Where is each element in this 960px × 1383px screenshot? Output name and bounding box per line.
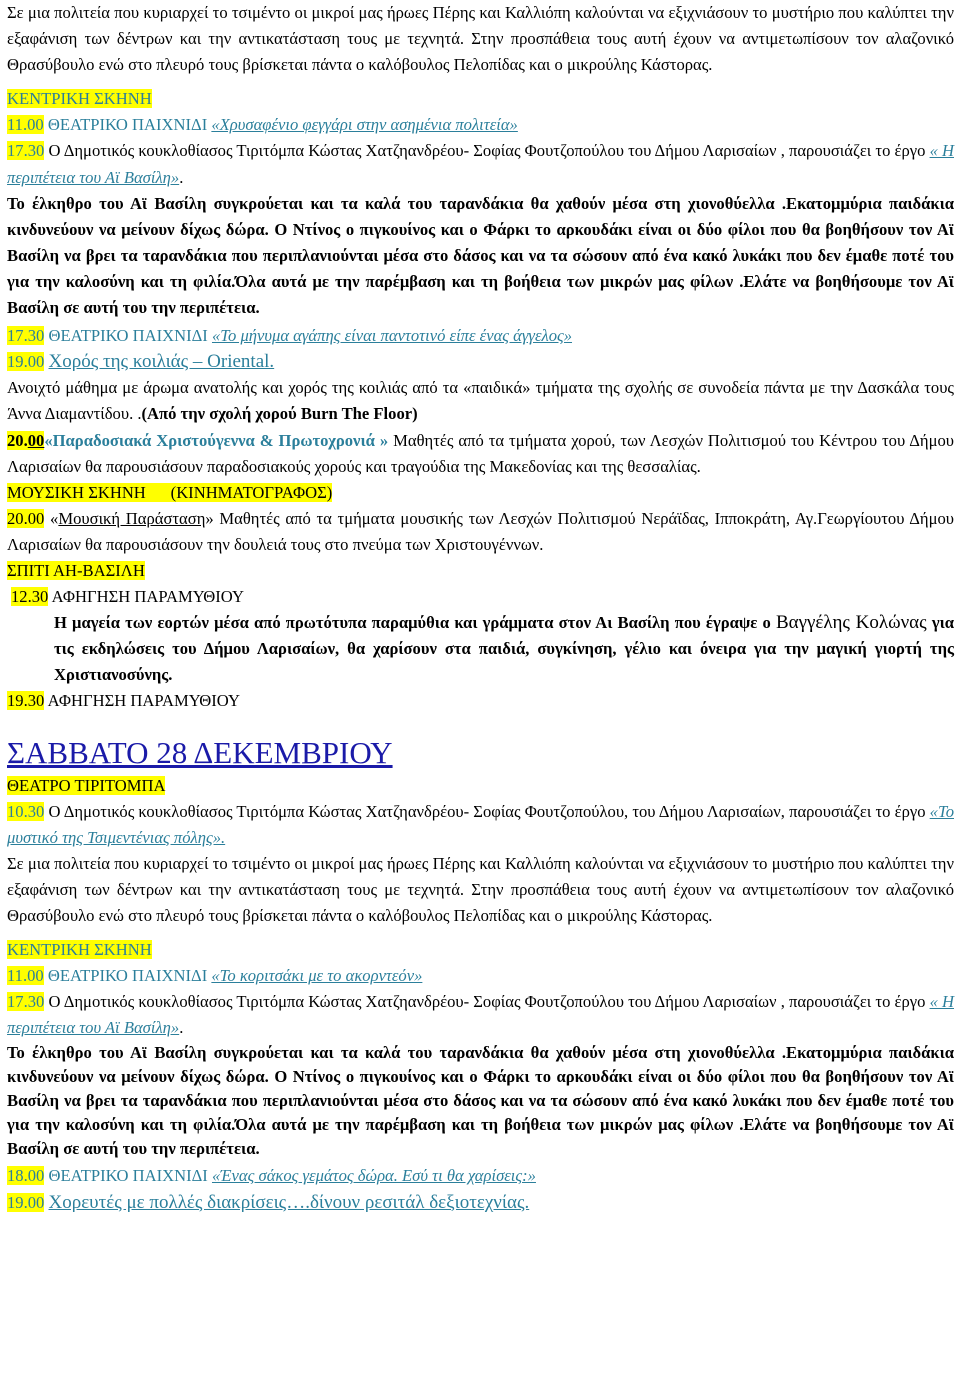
event-time: 11.00 <box>7 115 44 135</box>
event-title: «Το μήνυμα αγάπης είναι παντοτινό είπε ένας άγγελος» <box>211 326 573 346</box>
event-line <box>7 1163 954 1189</box>
event-credit: (Από την σχολή χορού Burn The Floor) <box>141 404 418 424</box>
event-title: « Η περιπέτεια του Αϊ Βασίλη» <box>7 992 954 1038</box>
event-description: » Μαθητές από τα τμήματα μουσικής των Λεσχών Πολιτισμού Νεράϊδας, Ιπποκράτη, Αγ.Γεωργίουτου Δήμου Λαρισαίων θα παρουσιάσουν την δουλειά τους στο πνεύμα των Χριστουγέννων. <box>7 508 954 554</box>
event-paragraph <box>7 138 954 190</box>
event-line <box>7 112 954 138</box>
event-text: Ο Δημοτικός κουκλοθίασος Τιριτόμπα Κώστας Χατζηανδρέου- Σοφίας Φουτζοπούλου του Δήμου Λαρισαίων , παρουσιάζει το έργο <box>44 992 930 1012</box>
event-line <box>7 584 954 610</box>
event-time: 19.00 <box>7 1192 45 1212</box>
event-title: «Το μυστικό της Τσιμεντένιας πόλης». <box>7 801 954 847</box>
event-description: Το έλκηθρο του Αϊ Βασίλη συγκρούεται και τα καλά του ταρανδάκια θα χαθούν μέσα στη χιονοθύελλα .Εκατομμύρια παιδάκια κινδυνεύουν να μείνουν δίχως δώρα. Ο Ντίνος ο πιγκουίνος και ο Φάρκι το αρκουδάκι είναι οι δύο φίλοι που θα βοηθήσουν τον Αϊ Βασίλη να βρει τα ταρανδάκια που περιπλανιούνται μέσα στο δάσος και να τα σώσουν από ένα κακό λυκάκι που δεν έμαθε ποτέ του για την καλοσύνη και τη φιλία.Όλα αυτά με την παρέμβαση και τη βοήθεια των μικρών μας φίλων .Ελάτε να βοηθήσουμε τον Αϊ Βασίλη σε αυτή του την περιπέτεια. <box>7 193 954 318</box>
story-intro-paragraph: Σε μια πολιτεία που κυριαρχεί το τσιμέντο οι μικροί μας ήρωες Πέρης και Καλλιόπη καλούνται να εξιχνιάσουν το μυστήριο που καλύπτει την εξαφάνιση των δέντρων και την αντικατάσταση τους με τεχνητά. Στην προσπάθεια τους αυτή έχουν να αντιμετωπίσουν τον αλαζονικό Θρασύβουλο ενώ στο πλευρό τους βρίσκεται πάντα ο καλόβουλος Πελοπίδας και ο μικρούλης Κάστορας. <box>7 3 954 75</box>
event-text: Ο Δημοτικός κουκλοθίασος Τιριτόμπα Κώστας Χατζηανδρέου- Σοφίας Φουτζοπούλου του Δήμου Λαρισαίων , παρουσιάζει το έργο <box>44 141 930 161</box>
venue-heading-music-stage: ΜΟΥΣΙΚΗ ΣΚΗΝΗ (ΚΙΝΗΜΑΤΟΓΡΑΦΟΣ) <box>7 482 333 502</box>
event-time: 10.30 <box>7 801 45 821</box>
event-title: «Ένας σάκος γεμάτος δώρα. Εσύ τι θα χαρίσεις:» <box>211 1166 536 1186</box>
event-title: Μουσική Παράσταση <box>58 508 206 528</box>
event-time: 19.30 <box>7 691 45 711</box>
event-time-minutes: 00 <box>27 430 45 450</box>
event-text: Ο Δημοτικός κουκλοθίασος Τιριτόμπα Κώστας Χατζηανδρέου- Σοφίας Φουτζοπούλου, του Δήμου Λαρισαίων, παρουσιάζει το έργο <box>44 801 930 821</box>
event-title: «Το κοριτσάκι με το ακορντεόν» <box>211 966 423 986</box>
event-time <box>7 431 44 450</box>
event-line <box>7 688 954 714</box>
event-time: 17.30 <box>7 326 45 346</box>
event-time: 18.00 <box>7 1166 45 1186</box>
event-title: Χορευτές με πολλές διακρίσεις….δίνουν ρεσιτάλ δεξιοτεχνίας. <box>48 1191 530 1213</box>
event-label: ΘΕΑΤΡΙΚΟ ΠΑΙΧΝΙΔΙ <box>48 326 208 346</box>
venue-heading-tiritompa-theatre: ΘΕΑΤΡΟ ΤΙΡΙΤΟΜΠΑ <box>7 775 166 795</box>
event-description-text: Η μαγεία των εορτών μέσα από πρωτότυπα παραμύθια και γράμματα στον Αι Βασίλη που έγραψε ο <box>54 613 771 633</box>
event-time: 17.30 <box>7 141 45 161</box>
event-line <box>7 963 954 989</box>
event-paragraph <box>7 799 954 851</box>
event-paragraph <box>7 428 954 480</box>
event-time: 19.00 <box>7 352 45 372</box>
event-text-end: . <box>179 1018 184 1038</box>
event-label: ΑΦΗΓΗΣΗ ΠΑΡΑΜΥΘΙΟΥ <box>48 587 244 607</box>
event-description: Το έλκηθρο του Αϊ Βασίλη συγκρούεται και τα καλά του ταρανδάκια θα χαθούν μέσα στη χιονοθύελλα .Εκατομμύρια παιδάκια κινδυνεύουν να μείνουν δίχως δώρα. Ο Ντίνος ο πιγκουίνος και ο Φάρκι το αρκουδάκι είναι οι δύο φίλοι που θα βοηθήσουν τον Αϊ Βασίλη να βρει τα ταρανδάκια που περιπλανιούνται μέσα στο δάσος και να τα σώσουν από ένα κακό λυκάκι που δεν έμαθε ποτέ του για την καλοσύνη και τη φιλία.Όλα αυτά με την παρέμβαση και τη βοήθεια των μικρών μας φίλων .Ελάτε να βοηθήσουμε τον Αϊ Βασίλη σε αυτή του την περιπέτεια. <box>7 1043 954 1159</box>
event-title: «Παραδοσιακά Χριστούγεννα & Πρωτοχρονιά » <box>44 430 389 450</box>
event-line <box>7 349 954 375</box>
event-paragraph <box>7 506 954 558</box>
event-description-text: για τις εκδηλώσεις του Δήμου Λαρισαίων, θα χαρίσουν στα παιδιά, συγκίνηση, γέλιο και όνειρα για την μαγική γιορτή της Χριστιανοσύνης. <box>54 613 954 685</box>
venue-heading-central-stage: ΚΕΝΤΡΙΚΗ ΣΚΗΝΗ <box>7 940 152 960</box>
day-heading: ΣΑΒΒΑΤΟ 28 ΔΕΚΕΜΒΡΙΟΥ <box>7 734 393 770</box>
event-title: Χορός της κοιλιάς – Oriental. <box>48 351 275 373</box>
event-label: ΑΦΗΓΗΣΗ ΠΑΡΑΜΥΘΙΟΥ <box>44 691 240 711</box>
event-line <box>7 1190 954 1216</box>
event-description: Μαθητές από τα τμήματα χορού, των Λεσχών Πολιτισμού του Κέντρου του Δήμου Λαρισαίων θα παρουσιάσουν παραδοσιακούς χορούς και τραγούδια της Μακεδονίας και της θεσσαλίας. <box>7 430 954 476</box>
event-paragraph <box>7 989 954 1041</box>
event-time: 17.30 <box>7 992 45 1012</box>
event-author: Βαγγέλης Κολώνας <box>776 612 927 634</box>
event-time: 11.00 <box>7 966 44 986</box>
event-title: « Η περιπέτεια του Αϊ Βασίλη» <box>7 141 954 187</box>
event-time: 20.00 <box>7 508 45 528</box>
event-description <box>7 375 954 427</box>
venue-heading-central-stage: ΚΕΝΤΡΙΚΗ ΣΚΗΝΗ <box>7 89 152 109</box>
event-description <box>7 610 954 688</box>
venue-heading-santa-house: ΣΠΙΤΙ ΑΗ-ΒΑΣΙΛΗ <box>7 560 145 580</box>
event-label: ΘΕΑΤΡΙΚΟ ΠΑΙΧΝΙΔΙ <box>47 115 208 135</box>
event-label: ΘΕΑΤΡΙΚΟ ΠΑΙΧΝΙΔΙ <box>48 1166 208 1186</box>
event-description-text: Ανοιχτό μάθημα με άρωμα ανατολής και χορός της κοιλιάς από τα «παιδικά» τμήματα της σχολής σε συνοδεία πάντα με την Δασκάλα τους Άννα Διαμαντίδου. . <box>7 378 954 424</box>
event-time-hours: 20. <box>7 430 28 450</box>
story-intro-paragraph: Σε μια πολιτεία που κυριαρχεί το τσιμέντο οι μικροί μας ήρωες Πέρης και Καλλιόπη καλούνται να εξιχνιάσουν το μυστήριο που καλύπτει την εξαφάνιση των δέντρων και την αντικατάσταση τους με τεχνητά. Στην προσπάθεια τους αυτή έχουν να αντιμετωπίσουν τον αλαζονικό Θρασύβουλο ενώ στο πλευρό τους βρίσκεται πάντα ο καλόβουλος Πελοπίδας και ο μικρούλης Κάστορας. <box>7 853 954 925</box>
event-time: 12.30 <box>11 587 49 607</box>
event-text-end: . <box>179 167 184 187</box>
event-quote: « <box>44 508 59 528</box>
event-title: «Χρυσαφένιο φεγγάρι στην ασημένια πολιτεία» <box>211 115 518 135</box>
event-label: ΘΕΑΤΡΙΚΟ ΠΑΙΧΝΙΔΙ <box>47 966 208 986</box>
event-line <box>7 323 954 349</box>
